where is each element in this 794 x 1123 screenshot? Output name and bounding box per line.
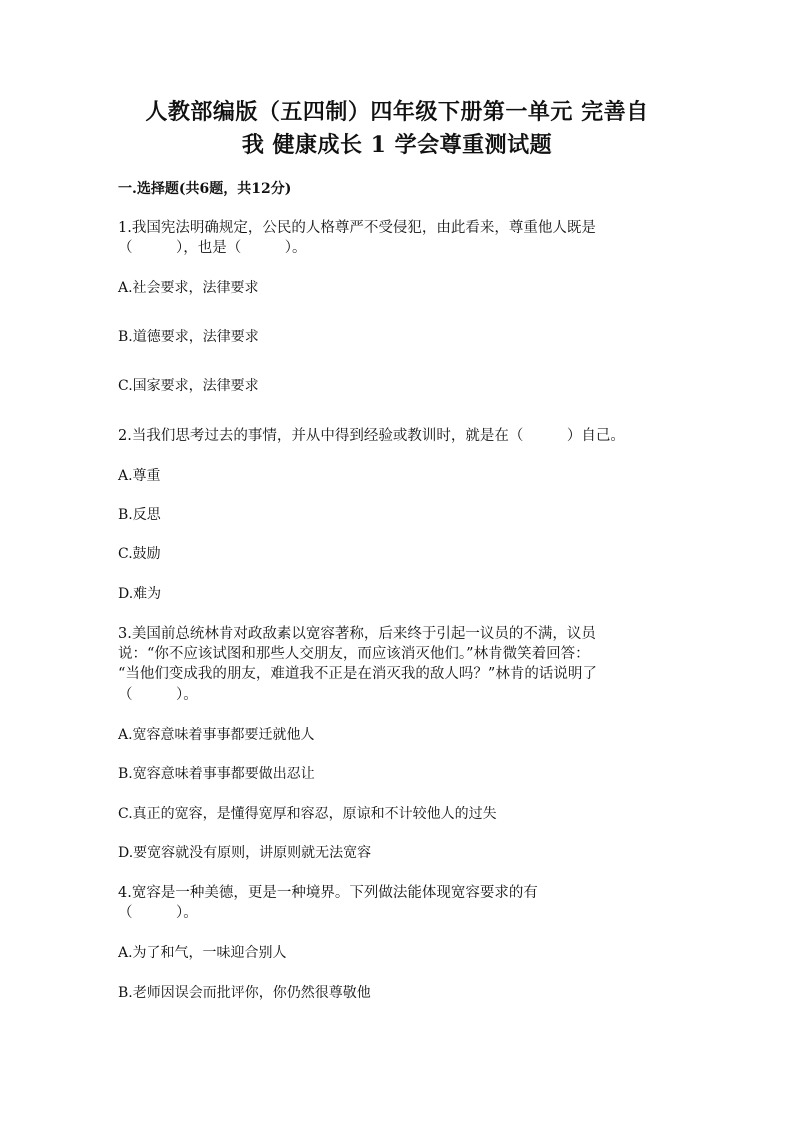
question-3-option-a: A.宽容意味着事事都要迁就他人 [118, 727, 315, 743]
document-title-line-1: 人教部编版（五四制）四年级下册第一单元 完善自 [145, 99, 649, 125]
question-1-option-a: A.社会要求，法律要求 [118, 280, 259, 296]
question-4-line-2: （ ）。 [118, 905, 198, 921]
question-4-option-a: A.为了和气，一味迎合别人 [118, 945, 287, 961]
question-1-option-c: C.国家要求，法律要求 [118, 378, 259, 394]
question-2-option-b: B.反思 [118, 507, 161, 523]
question-4-line-1: 4.宽容是一种美德，更是一种境界。下列做法能体现宽容要求的有 [118, 885, 538, 901]
question-2-line-1: 2.当我们思考过去的事情，并从中得到经验或教训时，就是在（ ）自己。 [118, 428, 625, 444]
question-3-option-d: D.要宽容就没有原则，讲原则就无法宽容 [118, 845, 372, 861]
question-1-option-b: B.道德要求，法律要求 [118, 329, 259, 345]
question-3-option-b: B.宽容意味着事事都要做出忍让 [118, 766, 315, 782]
question-3-line-2: 说：“你不应该试图和那些人交朋友，而应该消灭他们。”林肯微笑着回答： [118, 646, 590, 662]
question-2-option-a: A.尊重 [118, 468, 161, 484]
question-3-line-3: “当他们变成我的朋友，难道我不正是在消灭我的敌人吗？”林肯的话说明了 [118, 666, 597, 682]
document-title-line-2: 我 健康成长 1 学会尊重测试题 [241, 132, 553, 158]
question-3-option-c: C.真正的宽容，是懂得宽厚和容忍，原谅和不计较他人的过失 [118, 806, 497, 822]
question-3-line-1: 3.美国前总统林肯对政敌素以宽容著称，后来终于引起一议员的不满，议员 [118, 626, 596, 642]
question-1-line-1: 1.我国宪法明确规定，公民的人格尊严不受侵犯，由此看来，尊重他人既是 [118, 220, 596, 236]
question-2-option-d: D.难为 [118, 586, 162, 602]
question-3-line-4: （ ）。 [118, 687, 198, 703]
question-4-option-b: B.老师因误会而批评你，你仍然很尊敬他 [118, 985, 371, 1001]
section-heading: 一.选择题(共6题，共12分) [118, 181, 292, 197]
question-2-option-c: C.鼓励 [118, 546, 161, 562]
question-1-line-2: （ ），也是（ ）。 [118, 240, 307, 256]
